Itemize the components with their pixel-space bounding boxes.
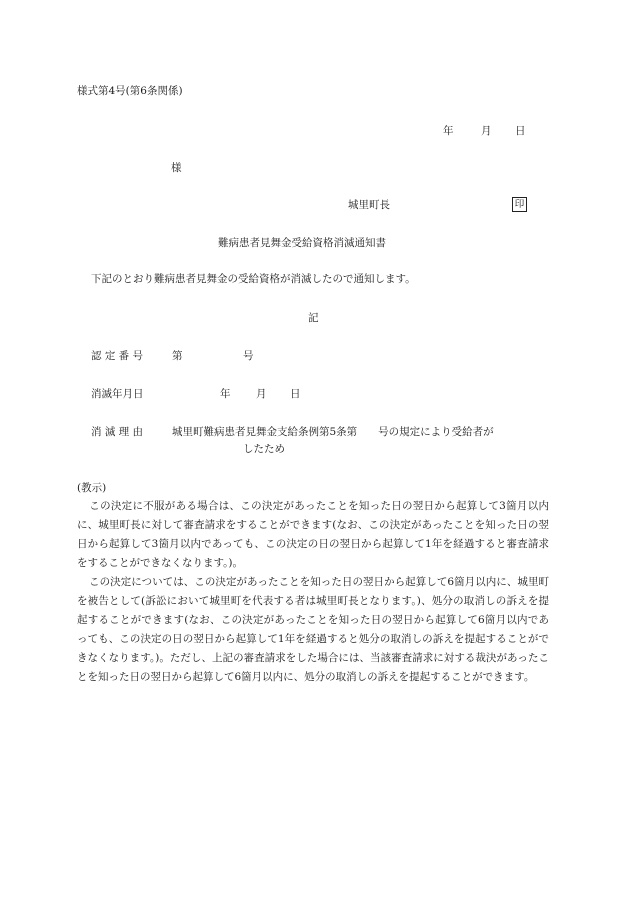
instruction-paragraph-1-text: この決定に不服がある場合は、この決定があったことを知った日の翌日から起算して3箇月以内に、城里町長に対して審査請求をすることができます(なお、この決定があったことを知った日の翌日から起算して3箇月以内であっても、この決定の日の翌日から起算して1年を経過すると審査請求をすることができなくなります。)。 (77, 500, 549, 569)
reason-line-1: 城里町難病患者見舞金支給条例第5条第 号の規定により受給者が (172, 426, 494, 438)
addressee-suffix: 様 (171, 162, 182, 174)
form-number: 様式第4号(第6条関係) (77, 85, 183, 97)
seal-mark (512, 197, 527, 212)
expiry-year: 年 (220, 388, 231, 400)
cert-number-prefix: 第 (172, 350, 183, 362)
cert-number-suffix: 号 (243, 350, 254, 362)
expiry-date-label: 消滅年月日 (91, 388, 144, 400)
expiry-day: 日 (290, 388, 301, 400)
expiry-month: 月 (256, 388, 267, 400)
instruction-paragraph-2 (77, 573, 549, 687)
date-month: 月 (481, 125, 492, 137)
date-year: 年 (443, 125, 454, 137)
ki-heading: 記 (308, 312, 319, 324)
cert-number-label: 認 定 番 号 (91, 350, 144, 362)
reason-line-2: したため (243, 443, 285, 455)
date-day: 日 (515, 125, 526, 137)
document-title: 難病患者見舞金受給資格消滅通知書 (218, 237, 386, 249)
intro-text: 下記のとおり難病患者見舞金の受給資格が消滅したので通知します。 (91, 273, 416, 285)
instruction-heading: (教示) (77, 482, 107, 494)
seal-label: 印 (512, 197, 527, 212)
issuer-name: 城里町長 (348, 199, 390, 211)
reason-label: 消 滅 理 由 (91, 426, 144, 438)
instruction-paragraph-2-text: この決定については、この決定があったことを知った日の翌日から起算して6箇月以内に、城里町を被告として(訴訟において城里町を代表する者は城里町長となります。)、処分の取消しの訴えを提起することができます(なお、この決定があったことを知った日の翌日から起算して6箇月以内であっても、この決定の日の翌日から起算して1年を経過すると処分の取消しの訴えを提起することができなくなります。)。ただし、上記の審査請求をした場合には、当該審査請求に対する裁決があったことを知った日の翌日から起算して6箇月以内に、処分の取消しの訴えを提起することができます。 (77, 576, 549, 683)
instruction-paragraph-1 (77, 497, 549, 573)
